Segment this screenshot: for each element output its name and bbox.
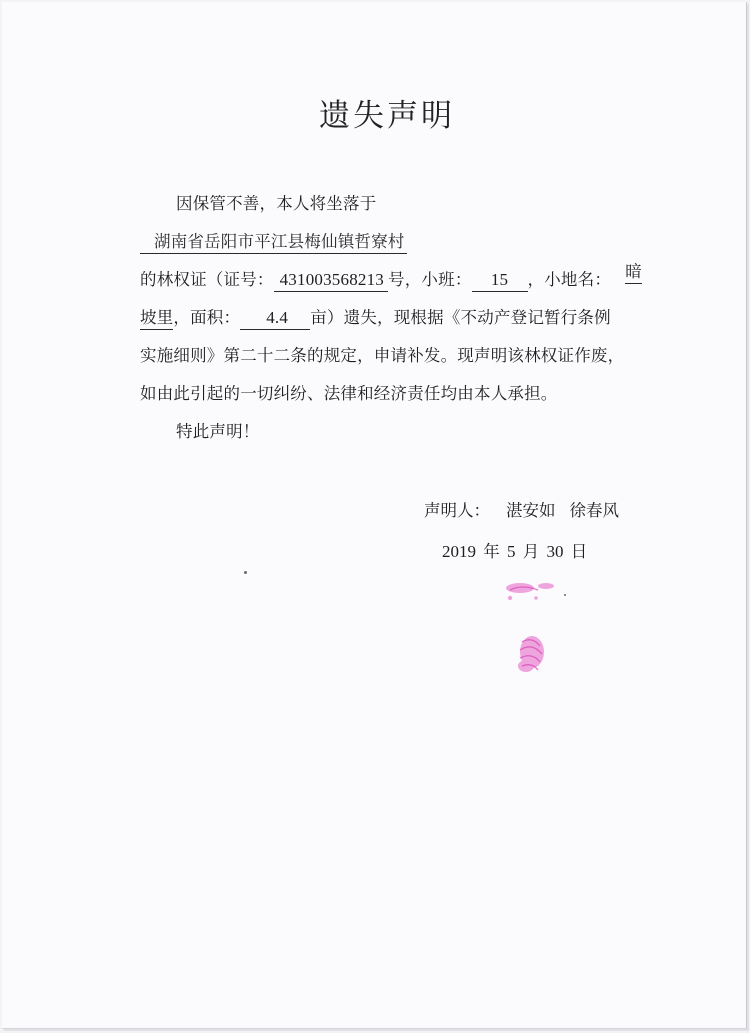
date-month: 5 — [507, 542, 516, 561]
signer-name-1: 湛安如 — [506, 501, 556, 520]
paper-speck — [564, 594, 566, 596]
statement-date — [442, 538, 587, 562]
body-line-3 — [140, 299, 642, 337]
date-month-unit: 月 — [522, 542, 540, 561]
date-day: 30 — [546, 542, 564, 561]
place-name-fill-part1: 暗 — [625, 261, 642, 284]
loss-statement-text: 亩）遗失，现根据《不动产登记暂行条例 — [310, 308, 611, 327]
document-title: 遗失声明 — [319, 98, 455, 134]
body-line-2 — [140, 261, 642, 299]
cert-prefix-text: 的林权证（证号： — [140, 270, 274, 289]
statement-body — [140, 185, 642, 451]
document-page — [2, 2, 747, 1029]
date-year-unit: 年 — [483, 542, 500, 561]
body-line-5: 如由此引起的一切纠纷、法律和经济责任均由本人承担。 — [140, 384, 558, 403]
place-name-fill-part2: 坡里 — [140, 307, 173, 330]
cert-number-fill: 431003568213 — [274, 269, 388, 292]
plot-number-fill: 15 — [472, 269, 528, 292]
signer-label: 声明人： — [424, 501, 490, 520]
date-day-unit: 日 — [570, 542, 588, 561]
closing-text: 特此声明！ — [176, 422, 260, 441]
date-year: 2019 — [442, 542, 476, 561]
paper-speck — [244, 571, 247, 574]
plot-label-text: 号，小班： — [388, 270, 472, 289]
lead-text: 因保管不善，本人将坐落于 — [176, 194, 377, 213]
area-value-fill: 4.4 — [240, 307, 310, 330]
signer-name-2: 徐春风 — [569, 501, 619, 520]
place-label-text: ，小地名： — [527, 270, 612, 289]
area-label-text: ，面积： — [173, 308, 241, 327]
location-fill: 湖南省岳阳市平江县梅仙镇哲寮村 — [140, 231, 407, 254]
body-line-4: 实施细则》第二十二条的规定，申请补发。现声明该林权证作废， — [140, 346, 625, 365]
body-line-1 — [140, 185, 642, 261]
fingerprint-stamp — [490, 574, 586, 684]
signature-block — [424, 496, 619, 526]
